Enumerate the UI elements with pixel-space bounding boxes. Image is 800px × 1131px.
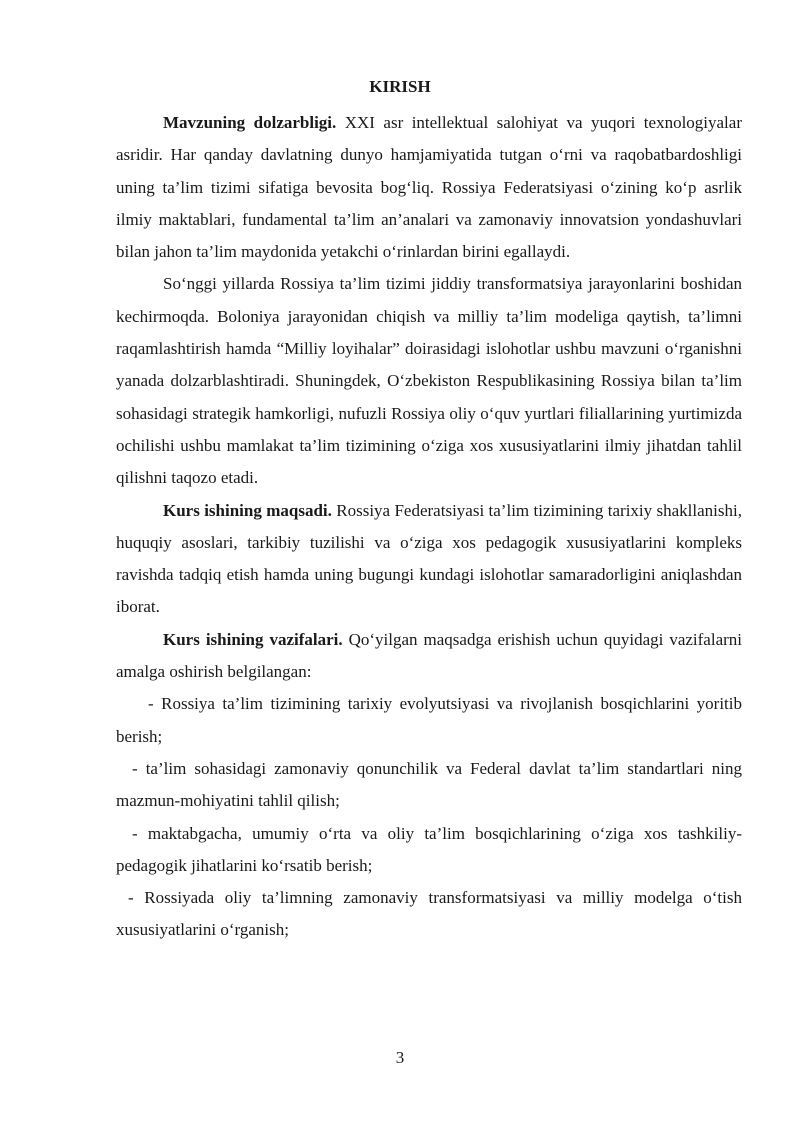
paragraph-relevance (116, 107, 742, 268)
task-item: - Rossiya ta’lim tizimining tarixiy evolyutsiyasi va rivojlanish bosqichlarini yoritib berish; (116, 694, 742, 746)
paragraph-text: So‘nggi yillarda Rossiya ta’lim tizimi jiddiy transformatsiya jarayonlarini boshidan kechirmoqda. Boloniya jarayonidan chiqish va milliy ta’lim modeliga qaytish, ta’limni raqamlashtirish hamda “Milliy loyihalar” doirasidagi islohotlar ushbu mavzuni o‘rganishni yanada dolzarblashtiradi. Shuningdek, O‘zbekiston Respublikasining Rossiya bilan ta’lim sohasidagi strategik hamkorligi, nufuzli Rossiya oliy o‘quv yurtlari filiallarining yurtimizda ochilishi ushbu mamlakat ta’lim tizimining o‘ziga xos xususiyatlarini ilmiy jihatdan tahlil qilishni taqozo etadi. (116, 274, 742, 488)
task-item: - Rossiyada oliy ta’limning zamonaviy transformatsiyasi va milliy modelga o‘tish xususiyatlarini o‘rganish; (116, 888, 742, 940)
paragraph-goal (116, 495, 742, 624)
paragraph-text: XXI asr intellektual salohiyat va yuqori texnologiyalar asridir. Har qanday davlatning dunyo hamjamiyatida tutgan o‘rni va raqobatbardoshligi uning ta’lim tizimi sifatiga bevosita bog‘liq. Rossiya Federatsiyasi o‘zining ko‘p asrlik ilmiy maktablari, fundamental ta’lim an’analari va zamonaviy innovatsion yondashuvlari bilan jahon ta’lim maydonida yetakchi o‘rinlardan birini egallaydi. (116, 113, 742, 262)
paragraph-lead: Mavzuning dolzarbligi. (163, 113, 337, 132)
paragraph-tasks-intro (116, 624, 742, 689)
page-number: 3 (395, 1048, 405, 1067)
paragraph-lead: Kurs ishining maqsadi. (163, 500, 332, 520)
paragraph-recent-years (116, 268, 742, 494)
paragraph-text: Qo‘yilgan maqsadga erishish uchun quyidagi vazifalarni amalga oshirish belgilangan: (116, 629, 742, 682)
section-title: KIRISH (369, 77, 431, 96)
paragraph-text: Rossiya Federatsiyasi ta’lim tizimining tarixiy shakllanishi, huquqiy asoslari, tarkibiy tuzilishi va o‘ziga xos pedagogik xususiyatlarini kompleks ravishda tadqiq etish hamda uning bugungi kundagi islohotlar samaradorligini aniqlashdan iborat. (116, 500, 742, 617)
body-text (116, 107, 742, 947)
paragraph-lead: Kurs ishining vazifalari. (163, 629, 343, 649)
task-item: - maktabgacha, umumiy o‘rta va oliy ta’lim bosqichlarining o‘ziga xos tashkiliy-pedagogik jihatlarini ko‘rsatib berish; (116, 823, 742, 875)
task-item: - ta’lim sohasidagi zamonaviy qonunchilik va Federal davlat ta’lim standartlari ning mazmun-mohiyatini tahlil qilish; (116, 758, 742, 811)
